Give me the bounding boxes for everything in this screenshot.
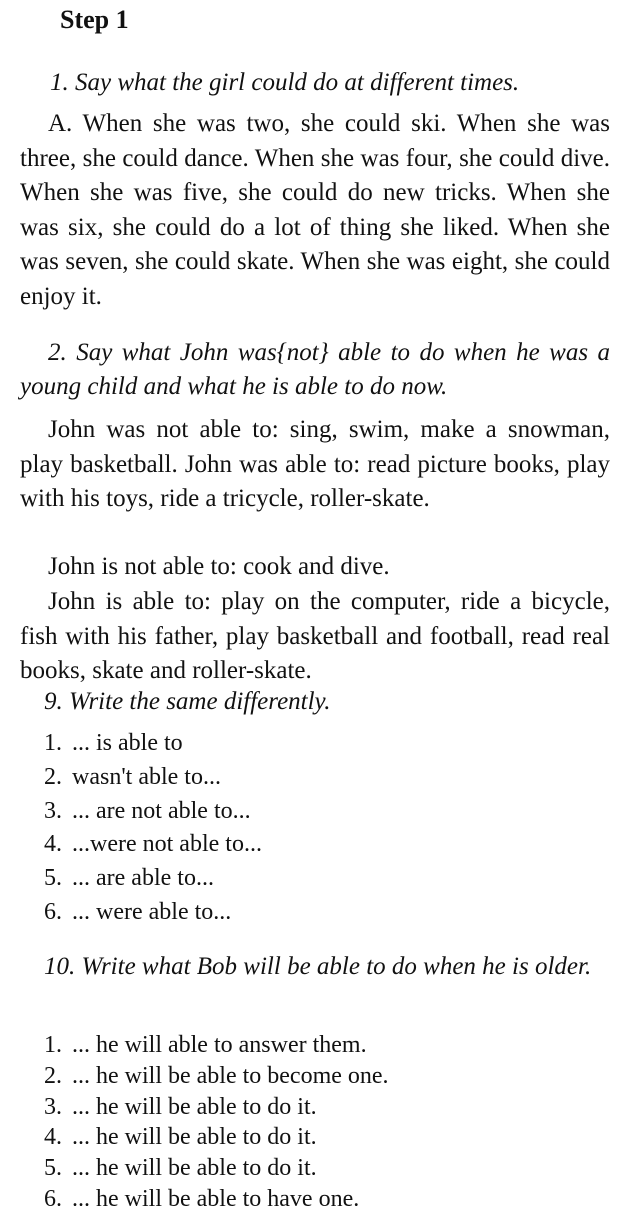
item-text: ... are able to... <box>72 865 214 892</box>
item-text: ... he will able to answer them. <box>72 1032 367 1058</box>
task10-list <box>44 1030 389 1215</box>
list-item <box>44 1122 389 1153</box>
item-number: 2. <box>44 763 62 790</box>
item-text: ... he will be able to have one. <box>72 1185 360 1212</box>
item-text: ... he will be able to become one. <box>72 1062 389 1089</box>
step-title: Step 1 <box>60 5 129 34</box>
task10-heading: 10. Write what Bob will be able to do when he is older. <box>44 953 592 980</box>
item-number: 3. <box>44 797 62 824</box>
item-number: 4. <box>44 831 62 858</box>
item-number: 3. <box>44 1093 62 1120</box>
task1-heading: 1. Say what the girl could do at different times. <box>50 69 520 96</box>
list-item <box>44 1092 389 1123</box>
task2-text-3: John is able to: play on the computer, ride a bicycle, fish with his father, play basketball and football, read real books, skate and roller-skate. <box>20 588 610 685</box>
item-number: 1. <box>44 730 62 756</box>
list-item <box>44 1061 389 1092</box>
list-item <box>44 761 262 795</box>
task1-text: A. When she was two, she could ski. When she was three, she could dance. When she was four, she could dive. When she was five, she could do new tricks. When she was six, she could do a lot of thing she liked. When she was seven, she could skate. When she was eight, she could enjoy it. <box>20 110 610 310</box>
list-item <box>44 727 262 761</box>
item-number: 6. <box>44 898 62 925</box>
task9-list <box>44 727 262 930</box>
item-number: 5. <box>44 1155 62 1182</box>
list-item <box>44 862 262 896</box>
list-item <box>44 1184 389 1215</box>
task2-heading: 2. Say what John was{not} able to do when he was a young child and what he is able to do now. <box>20 339 610 400</box>
item-number: 2. <box>44 1062 62 1089</box>
item-number: 4. <box>44 1124 62 1151</box>
task9-heading: 9. Write the same differently. <box>44 688 331 715</box>
list-item <box>44 1153 389 1184</box>
list-item <box>44 795 262 829</box>
list-item <box>44 828 262 862</box>
item-text: ... were able to... <box>72 898 232 925</box>
item-text: ... he will be able to do it. <box>72 1093 317 1120</box>
task2-text-1: John was not able to: sing, swim, make a snowman, play basketball. John was able to: read picture books, play with his toys, ride a tricycle, roller-skate. <box>20 416 610 513</box>
item-text: ...were not able to... <box>72 831 262 858</box>
item-number: 6. <box>44 1185 62 1212</box>
item-text: ... he will be able to do it. <box>72 1124 317 1151</box>
item-text: wasn't able to... <box>72 763 221 790</box>
item-text: ... he will be able to do it. <box>72 1155 317 1182</box>
list-item <box>44 896 262 930</box>
item-number: 1. <box>44 1032 62 1058</box>
item-text: ... is able to <box>72 730 183 756</box>
item-text: ... are not able to... <box>72 797 251 824</box>
task2-text-2: John is not able to: cook and dive. <box>48 553 390 580</box>
item-number: 5. <box>44 865 62 892</box>
list-item <box>44 1030 389 1061</box>
